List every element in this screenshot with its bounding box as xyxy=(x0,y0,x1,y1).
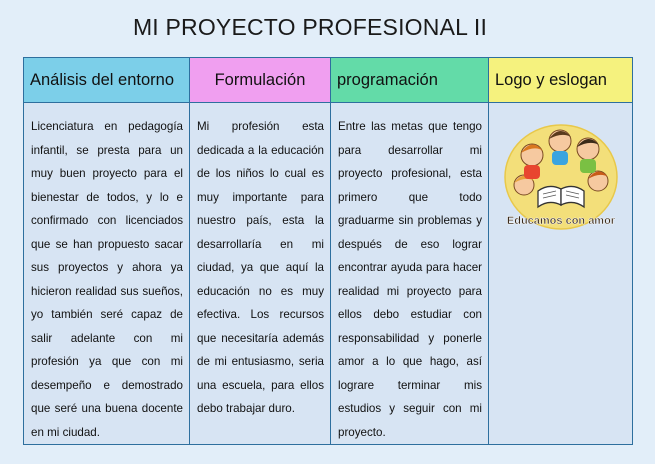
book-icon xyxy=(538,186,584,207)
header-logo-eslogan: Logo y eslogan xyxy=(489,58,633,103)
logo-graphic xyxy=(502,115,620,233)
page-title: MI PROYECTO PROFESIONAL II xyxy=(132,14,488,40)
header-formulacion: Formulación xyxy=(190,58,331,103)
project-table xyxy=(23,57,633,445)
header-analisis: Análisis del entorno xyxy=(24,58,190,103)
formulacion-text: Mi profesión esta dedicada a la educación de los niños lo cual es muy importante para nuestro país, esta la desarrollaría en mi ciudad, ya que aquí la educación no es muy efectiva. Los recursos que necesitaría además de mi entusiasmo, seria una escuela, para ellos debo trabajar duro. xyxy=(197,120,324,415)
cell-programacion xyxy=(331,103,489,445)
cell-logo xyxy=(489,103,633,445)
header-programacion: programación xyxy=(331,58,489,103)
cell-analisis xyxy=(24,103,190,445)
slogan-text: Educamos con amor xyxy=(506,215,616,227)
programacion-text: Entre las metas que tengo para desarrollar mi proyecto profesional, esta primero que todo graduarme sin problemas y después de eso lograr encontrar ayuda para hacer realidad mi proyecto para ellos debo estudiar con responsabilidad y ponerle amor a lo que hago, así lograre terminar mis estudios y seguir con mi proyecto. xyxy=(338,120,482,439)
cell-formulacion xyxy=(190,103,331,445)
content-row xyxy=(24,103,633,445)
children-reading-book-logo xyxy=(502,115,620,233)
header-row xyxy=(24,58,633,103)
analisis-text: Licenciatura en pedagogía infantil, se presta para un muy buen proyecto para el bienestar de todos, y lo e confirmado con licenciados que se han propuesto sacar sus proyectos y ahora ya hicieron realidad sus sueños, yo también seré capaz de salir adelante con mi profesión ya que con mi desempeño e demostrado que seré una buena docente en mi ciudad. xyxy=(31,120,183,439)
